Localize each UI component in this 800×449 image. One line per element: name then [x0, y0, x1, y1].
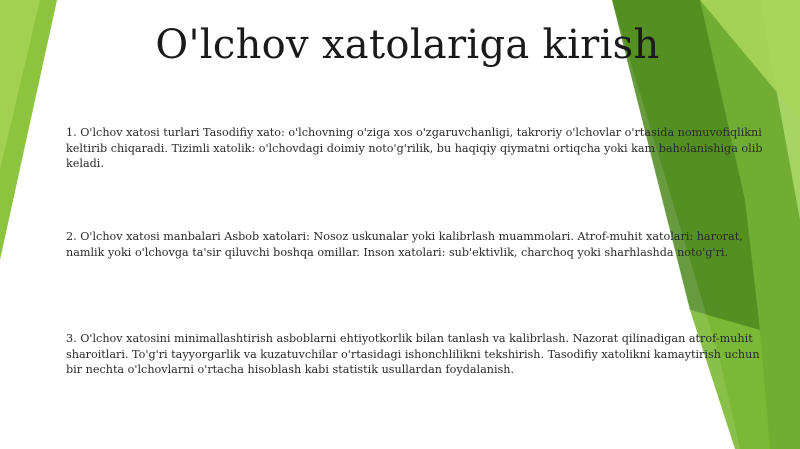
- paragraph-error-sources: 2. O'lchov xatosi manbalari Asbob xatolari: Nosoz uskunalar yoki kalibrlash muammolari. Atrof-muhit xatolari: harorat, namlik yoki o'lchovga ta'sir qiluvchi boshqa omillar. Inson xatolari: sub'ektivlik, charchoq yoki sharhlashda noto'g'ri.: [66, 230, 743, 259]
- paragraph-error-minimization: 3. O'lchov xatosini minimallashtirish asboblarni ehtiyotkorlik bilan tanlash va kalibrlash. Nazorat qilinadigan atrof-muhit sharoitlari. To'g'ri tayyorgarlik va kuzatuvchilar o'rtasidagi ishonchlilikni tekshirish. Tasodifiy xatolikni kamaytirish uchun bir nechta o'lchovlarni o'rtacha hisoblash kabi statistik usullardan foydalanish.: [66, 332, 760, 376]
- paragraph-error-types: 1. O'lchov xatosi turlari Tasodifiy xato: o'lchovning o'ziga xos o'zgaruvchanligi, takroriy o'lchovlar o'rtasida nomuvofiqlikni keltirib chiqaradi. Tizimli xatolik: o'lchovdagi doimiy noto'g'rilik, bu haqiqiy qiymatni ortiqcha yoki kam baholanishiga olib keladi.: [66, 126, 763, 170]
- slide-title: O'lchov xatolariga kirish: [155, 22, 660, 68]
